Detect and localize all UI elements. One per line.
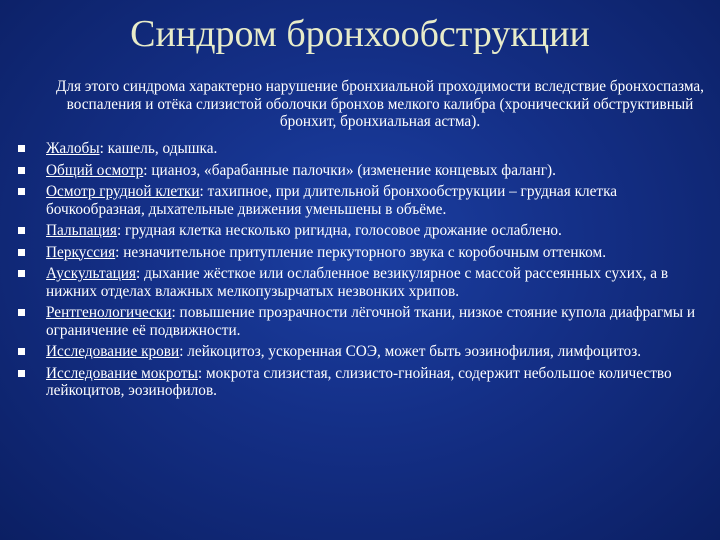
item-text: : дыхание жёсткое или ослабленное везикулярное с массой рассеянных сухих, а в нижних отделах влажных мелкопузырчатых незвонких хрипов. xyxy=(46,265,669,300)
square-bullet-icon xyxy=(18,270,25,277)
item-text: : лейкоцитоз, ускоренная СОЭ, может быть эозинофилия, лимфоцитоз. xyxy=(179,343,642,360)
list-item xyxy=(18,365,718,400)
item-text: : кашель, одышка. xyxy=(99,140,218,157)
list-item xyxy=(18,304,718,339)
list-item xyxy=(18,244,718,262)
item-text: : повышение прозрачности лёгочной ткани, низкое стояние купола диафрагмы и ограничение её подвижности. xyxy=(46,304,696,339)
item-term: Аускультация xyxy=(46,265,137,282)
item-text: : мокрота слизистая, слизисто-гнойная, содержит небольшое количество лейкоцитов, эозинофилов. xyxy=(46,364,672,399)
square-bullet-icon xyxy=(18,370,25,377)
item-term: Исследование крови xyxy=(46,343,180,360)
list-item xyxy=(18,162,718,180)
square-bullet-icon xyxy=(18,227,25,234)
square-bullet-icon xyxy=(18,309,25,316)
square-bullet-icon xyxy=(18,249,25,256)
list-item xyxy=(18,183,718,218)
item-term: Общий осмотр xyxy=(46,161,144,179)
item-term: Перкуссия xyxy=(46,243,116,261)
item-term: Исследование мокроты xyxy=(46,364,198,382)
item-term: Осмотр грудной клетки xyxy=(46,183,200,200)
square-bullet-icon xyxy=(18,188,25,195)
slide-title: Синдром бронхообструкции xyxy=(130,13,590,55)
list-item xyxy=(18,140,718,158)
square-bullet-icon xyxy=(18,167,25,174)
list-item xyxy=(18,265,718,300)
item-term: Пальпация xyxy=(46,222,117,239)
item-term: Жалобы xyxy=(46,140,100,157)
item-text: : цианоз, «барабанные палочки» (изменение концевых фаланг). xyxy=(143,161,556,179)
list-item xyxy=(18,343,718,361)
item-term: Рентгенологически xyxy=(46,304,172,321)
intro-paragraph: Для этого синдрома характерно нарушение бронхиальной проходимости вследствие бронхоспазма, воспаления и отёка слизистой оболочки бронхов мелкого калибра (хронический обструктивный бронхит, бронхиальная астма). xyxy=(55,78,705,130)
item-text: : грудная клетка несколько ригидна, голосовое дрожание ослаблено. xyxy=(116,222,562,239)
square-bullet-icon xyxy=(18,348,25,355)
square-bullet-icon xyxy=(18,145,25,152)
item-text: : незначительное притупление перкуторного звука с коробочным оттенком. xyxy=(115,243,607,261)
item-text: : тахипное, при длительной бронхообструкции – грудная клетка бочкообразная, дыхательные движения уменьшены в объёме. xyxy=(46,183,618,218)
list-item xyxy=(18,222,718,240)
findings-list xyxy=(18,140,718,404)
